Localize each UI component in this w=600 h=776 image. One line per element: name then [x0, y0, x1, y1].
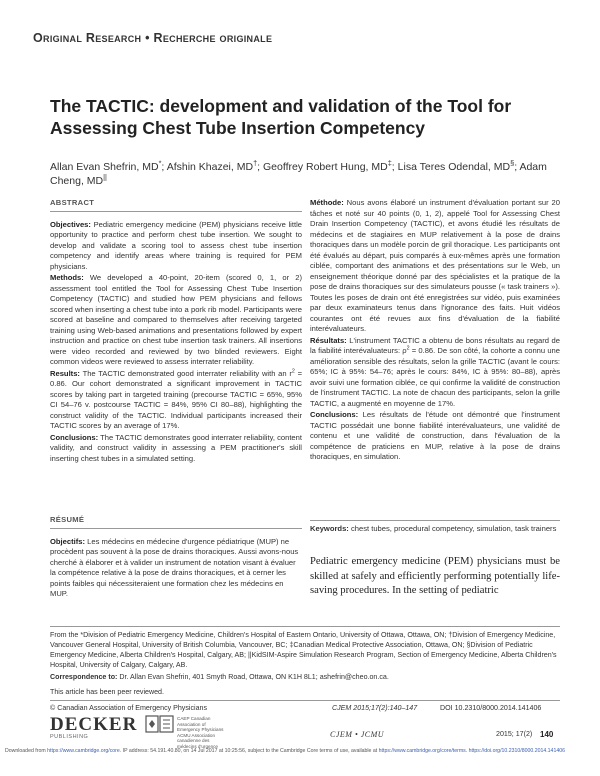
abstract-methods: Methods: We developed a 40-point, 20-item (scored 0, 1, or 2) assessment tool entitled the Tool for Assessing Chest Tube Insertion Competency (TACTIC) and studied how PEM physicians and fellows scored when inserting a chest tube into a pork rib model. Participants were scored at baseline and compared to themselves after receiving targeted training using Web-based animations and presentations followed by expert instruction and practice on chest tube insertion task trainers. All insertions were video recorded and reviewed by two blinded reviewers. Eight common videos were reviewed to assess interrater reliability.: [50, 273, 302, 366]
doi[interactable]: DOI 10.2310/8000.2014.141406: [440, 704, 542, 712]
resume-objectifs: Objectifs: Les médecins en médecine d'urgence pédiatrique (MUP) ne procèdent pas souvent à la pose de drains thoraciques. Aussi avons-nous cherché à élaborer et à valider un instrument de notation visant à évaluer la compétence relative à la pose de drains thoraciques, et à cerner les points faibles qui nécessiteraient une formation chez les médecins en MUP.: [50, 536, 299, 598]
download-notice: Downloaded from https://www.cambridge.org/core. IP address: 54.191.40.80, on 14 Jul 2017 at 10:25:56, subject to the Cambridge Core terms of use, available at https://www.cambridge.org/core/terms. https://doi.org/10.2310/8000.2014.141406: [5, 748, 565, 754]
resume-heading: RÉSUMÉ: [50, 515, 302, 529]
abstract-heading: ABSTRACT: [50, 198, 302, 212]
journal-name: CJEM • JCMU: [330, 730, 385, 739]
author-name: Adam Cheng, MD: [50, 161, 547, 187]
abstract-english: [50, 198, 302, 465]
page-number: 140: [540, 730, 554, 739]
author-mark: ‡: [387, 158, 392, 168]
author-name: Geoffrey Robert Hung, MD: [263, 161, 388, 173]
author-name: Allan Evan Shefrin, MD: [50, 161, 159, 173]
intro-paragraph: Pediatric emergency medicine (PEM) physicians must be skilled at safely and efficiently performing potentially life-saving procedures. In the setting of pediatric: [310, 556, 560, 596]
divider: [50, 700, 560, 701]
link-cambridge-core[interactable]: https://www.cambridge.org/core: [47, 748, 120, 754]
decker-logo-sub: PUBLISHING: [50, 734, 89, 740]
divider: [50, 626, 560, 627]
author-list: Allan Evan Shefrin, MD*; Afshin Khazei, MD†; Geoffrey Robert Hung, MD‡; Lisa Teres Odendal, MD§; Adam Cheng, MD||: [50, 158, 547, 187]
abstract-conclusions: Conclusions: The TACTIC demonstrates good interrater reliability, content validity, and construct validity in assessing a PEM practitioner's skill inserting chest tubes in a simulated setting.: [50, 432, 302, 463]
volume-issue: 2015; 17(2): [496, 730, 533, 738]
author-mark: §: [510, 158, 515, 168]
abstract-results: Results: The TACTIC demonstrated good interrater reliability with an $r^2 = 0.86$. Our cohort demonstrated a significant improvement in TACTIC scores by taking part in targeted training (precourse TACTIC = 65%, 95% CI 54–76 v. postcourse TACTIC = 84%, 95% CI 80–88), highlighting the construct validity of the TACTIC. Individual participants increased their TACTIC scores by an average of 17%.: [50, 367, 302, 430]
author-name: Afshin Khazei, MD: [166, 161, 254, 173]
section-header: Original Research • Recherche originale: [33, 31, 273, 45]
author-name: Lisa Teres Odendal, MD: [397, 161, 511, 173]
copyright: © Canadian Association of Emergency Physicians: [50, 704, 208, 712]
affiliations: From the *Division of Pediatric Emergency Medicine, Children's Hospital of Eastern Ontario, University of Ottawa, Ottawa, ON; †Division of Emergency Medicine, Vancouver General Hospital, University of British Columbia, Vancouver, BC; ‡Canadian Medical Protective Association, Ottawa, ON; §Division of Pediatric Emergency Medicine, Alberta Children's Hospital, Calgary, AB; ||KidSIM-Aspire Simulation Research Program, Section of Emergency Medicine, Alberta Children's Hospital, University of Calgary, Calgary, AB.: [50, 631, 557, 669]
caep-logo-icon: [145, 714, 175, 734]
correspondence: Correspondence to: Dr. Allan Evan Shefrin, 401 Smyth Road, Ottawa, ON K1H 8L1; ashefrin@cheo.on.ca.: [50, 673, 389, 681]
resume-resultats: Résultats: L'instrument TACTIC a obtenu de bons résultats au regard de la fiabilité interévaluateurs: $\rho^2 = 0.86$. De son côté, la cohorte a connu une amélioration sensible des résultats, selon la grille TACTIC (avant le cours: 65%; IC à 95%: 54–76; après le cours: 84%, IC à 95%: 80–88), après avoir suivi une formation ciblée, ce qui confirme la validité de construction de l'instrument TACTIC. La note de chacun des participants, selon la grille TACTIC, a augmenté en moyenne de 17%.: [310, 335, 560, 408]
link-doi[interactable]: https://doi.org/10.2310/8000.2014.141406: [468, 748, 565, 754]
article-title: The TACTIC: development and validation of the Tool for Assessing Chest Tube Insertion Competency: [50, 96, 512, 138]
decker-logo: DECKER: [50, 714, 138, 735]
resume-french: [50, 515, 302, 601]
peer-review-note: This article has been peer reviewed.: [50, 688, 164, 696]
keywords: Keywords: chest tubes, procedural competency, simulation, task trainers: [310, 520, 560, 535]
abstract-objectives: Objectives: Pediatric emergency medicine (PEM) physicians receive little opportunity to practice and perform chest tube insertion. We sought to develop and validate a scoring tool to assess chest tube insertion competency and identify areas where training is required for PEM physicians.: [50, 219, 302, 271]
resume-methode: Méthode: Nous avons élaboré un instrument d'évaluation portant sur 20 tâches et noté sur 40 points (0, 1, 2), appelé Tool for Assessing Chest Drain Insertion Competency (TACTIC), et avons étudié les résultats de médecins et de stagiaires en MUP relativement à la pose de drains thoraciques dans un modèle porcin de gril thoracique. Les participants ont été évalués au départ, puis comparés à eux-mêmes après une formation ciblée, comportant des animations et des présentations sur le Web, un enseignement théorique donné par des spécialistes et la pratique de la pose de drains thoraciques sur des simulateurs pousse (« task trainers »). Toutes les poses de drain ont été enregistrées sur vidéo, puis examinées par deux examinateurs tenus dans l'ignorance des faits. Huit vidéos courantes ont été revues aux fins d'évaluation de la fiabilité interévaluateurs.: [310, 198, 560, 333]
link-terms[interactable]: https://www.cambridge.org/core/terms: [378, 748, 466, 754]
caep-logo-text: CAEP Canadian Association of Emergency Physicians ACMU Association canadienne des médecins d'urgence: [177, 716, 224, 749]
author-mark: †: [253, 158, 258, 168]
author-mark: ||: [103, 172, 107, 182]
author-mark: *: [158, 158, 162, 168]
citation: CJEM 2015;17(2):140–147: [332, 704, 418, 712]
resume-continued: [310, 198, 560, 464]
resume-conclusions: Conclusions: Les résultats de l'étude ont démontré que l'instrument TACTIC possédait une bonne fiabilité interévaluateurs, une validité de contenu et une validité de construction, dans l'évaluation de la compétence de praticiens en MUP, relative à la pose de drains thoraciques, en simulation.: [310, 410, 560, 461]
